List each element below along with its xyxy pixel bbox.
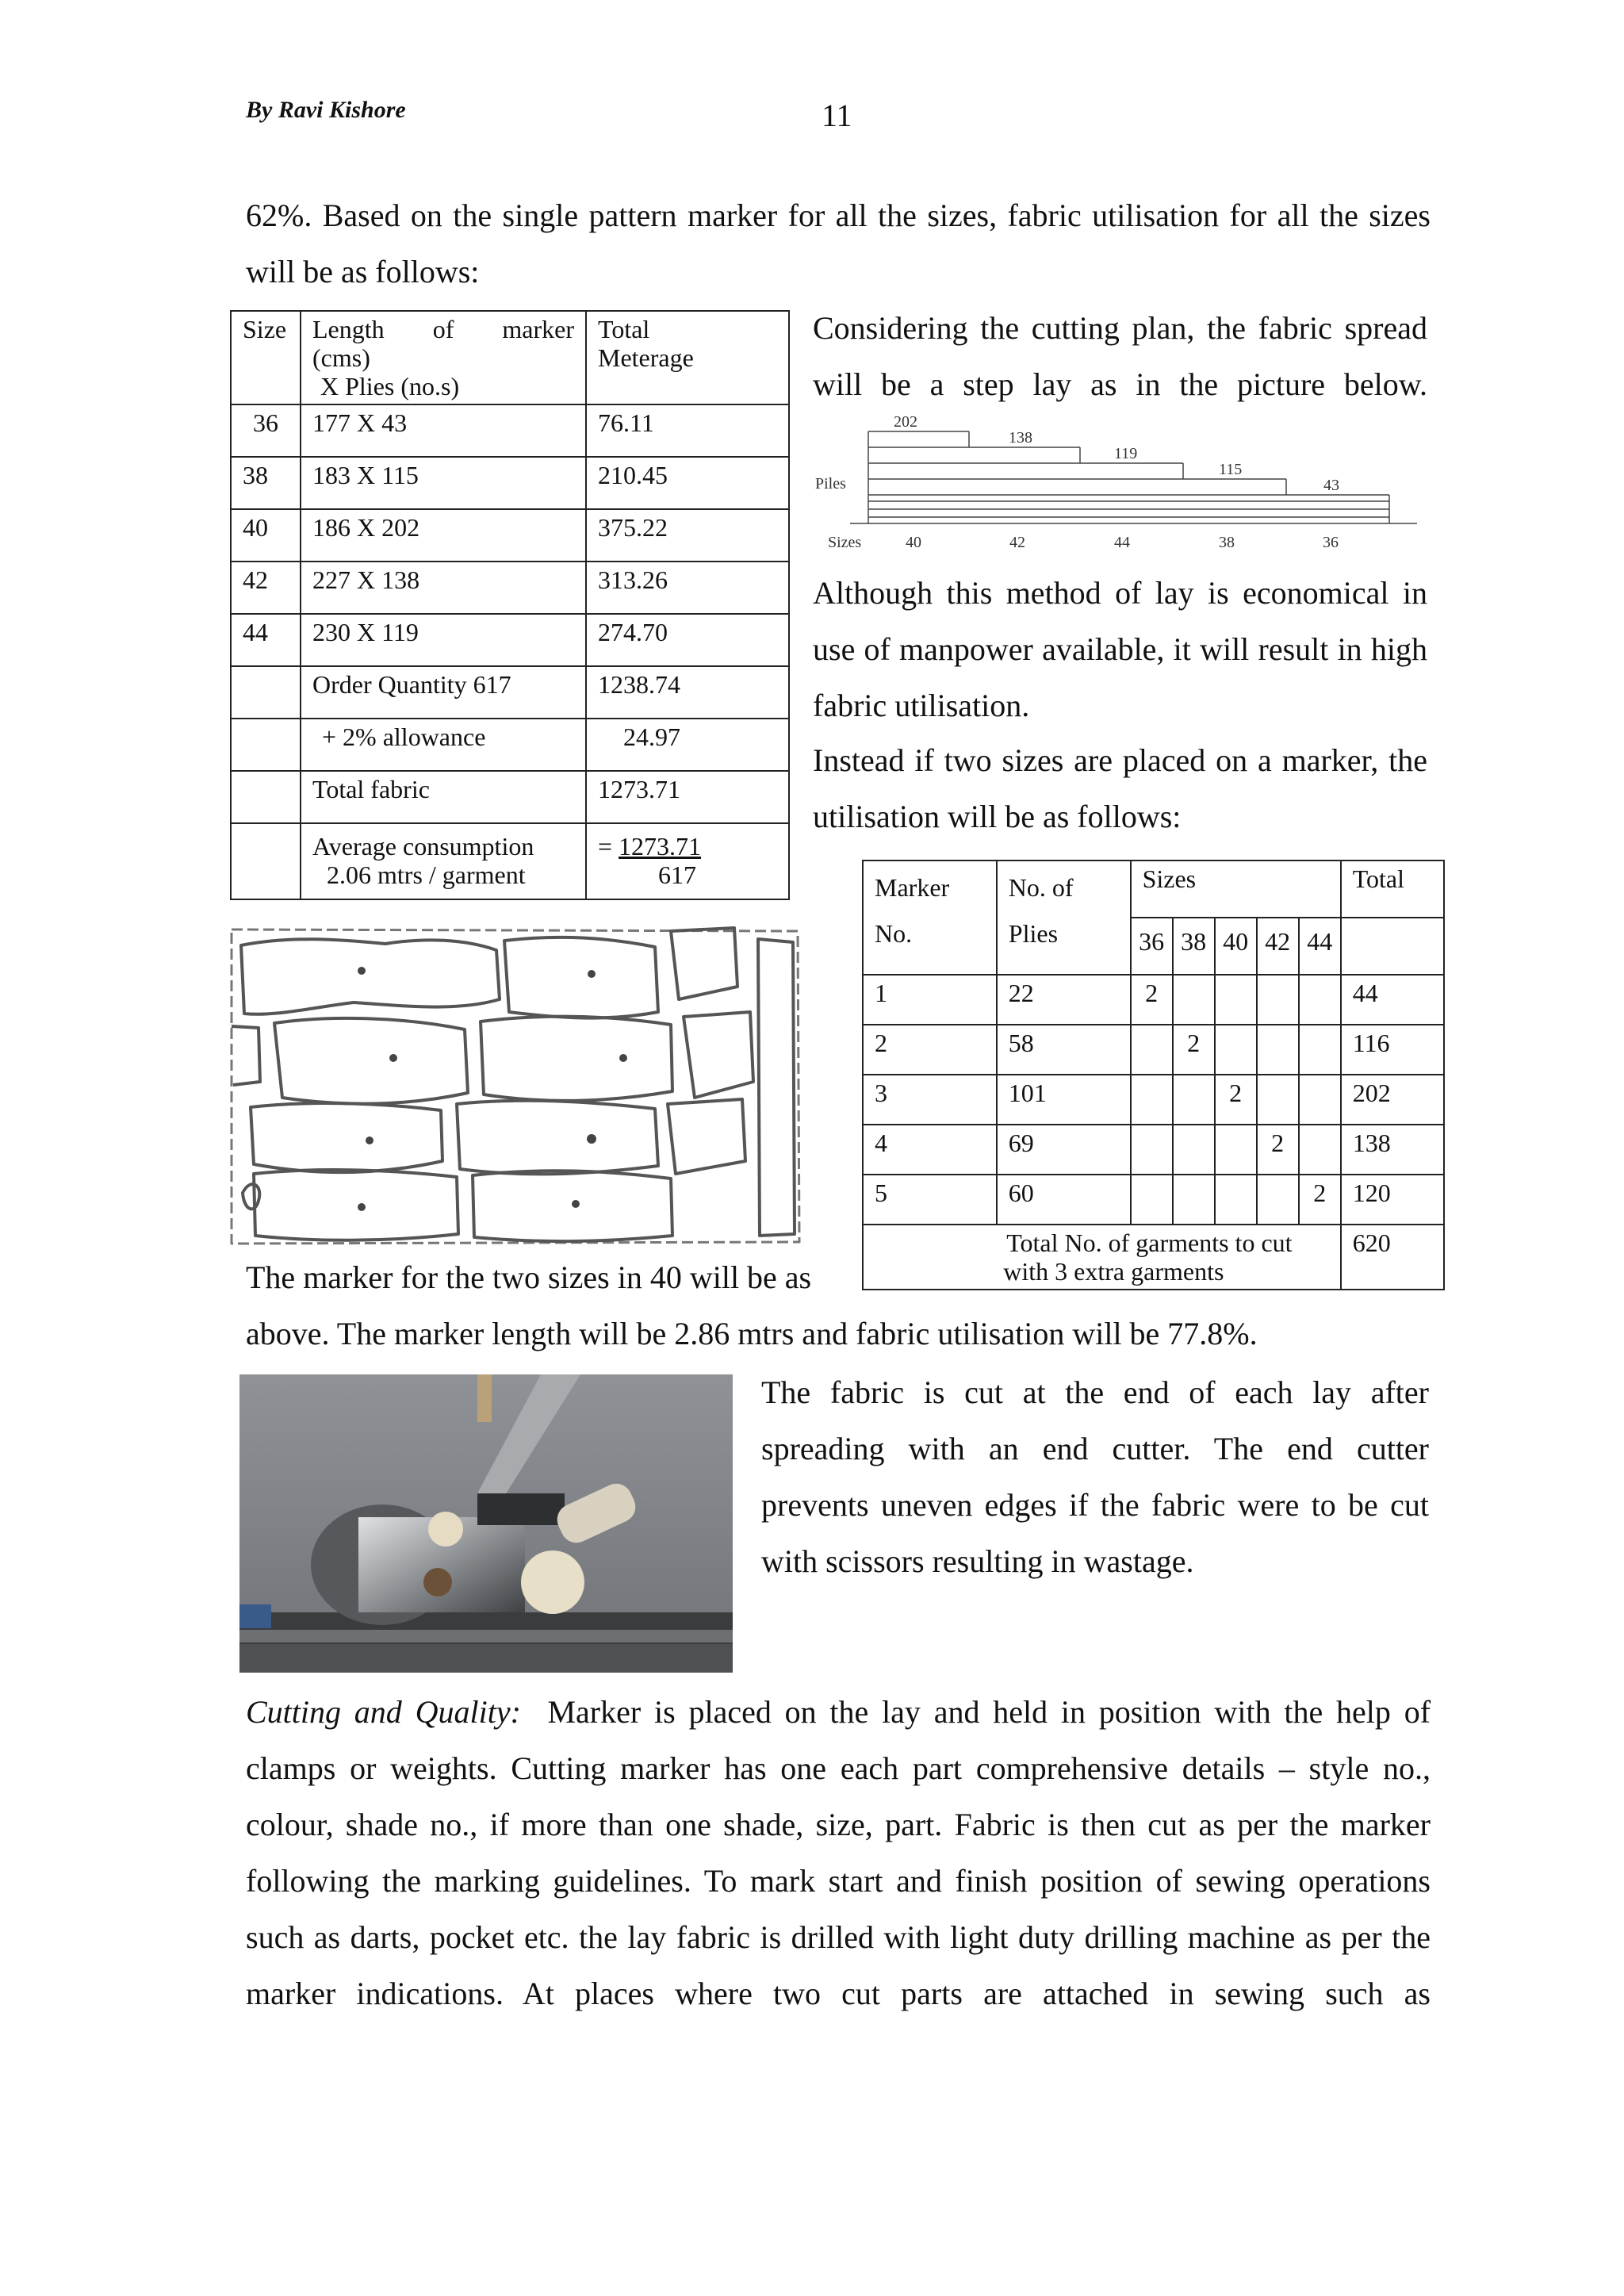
pattern-piece [684, 1012, 753, 1098]
table-row [863, 1025, 1444, 1075]
header-length-line2: (cms) [312, 343, 370, 372]
size-cell [1131, 1175, 1173, 1225]
step-size-label: 40 [906, 534, 921, 551]
average-numerator: 1273.71 [619, 832, 702, 861]
allowance-row [231, 719, 789, 771]
pattern-pieces [232, 928, 799, 1244]
end-cutter-paragraph [761, 1364, 1429, 1589]
step-plies-label: 119 [1114, 445, 1138, 462]
allowance-value: 24.97 [586, 719, 789, 771]
size-cell [1131, 1125, 1173, 1175]
marker-cell: 5 [863, 1175, 997, 1225]
table-row [231, 404, 789, 457]
size-cell: 2 [1173, 1025, 1215, 1075]
header-marker-line1: Marker [875, 873, 950, 902]
header-plies-line2: Plies [1008, 919, 1059, 948]
header-length-line3: X Plies (no.s) [320, 372, 460, 401]
author-name: By Ravi Kishore [246, 97, 406, 123]
empty-cell [231, 823, 301, 899]
marker-caption-line-1: The marker for the two sizes in 40 will be as [246, 1259, 812, 1295]
table-row [231, 457, 789, 509]
empty-cell [231, 666, 301, 719]
step-size-label: 38 [1219, 534, 1235, 551]
marker-cell: 1 [863, 975, 997, 1025]
total-fabric-row [231, 771, 789, 823]
size-col-36: 36 [1131, 918, 1173, 975]
drill-mark [358, 967, 366, 975]
meterage-cell: 313.26 [586, 562, 789, 614]
average-value-line1 [598, 832, 777, 861]
garments-total-line1: Total No. of garments to cut [1006, 1228, 1293, 1257]
order-quantity-row [231, 666, 789, 719]
size-cell [1257, 1025, 1299, 1075]
size-cell [1215, 1125, 1257, 1175]
cutting-quality-paragraph [246, 1684, 1431, 2022]
marker-caption [246, 1249, 1431, 1362]
total-cell: 120 [1341, 1175, 1444, 1225]
table-row [863, 1075, 1444, 1125]
plies-cell: 22 [997, 975, 1131, 1025]
marker-cell: 3 [863, 1075, 997, 1125]
step-plies-label: 115 [1219, 461, 1243, 478]
step-lay-diagram [810, 409, 1421, 558]
size-cell [1299, 1025, 1341, 1075]
drill-mark [619, 1054, 627, 1062]
empty-cell [1341, 918, 1444, 975]
step-size-label: 44 [1114, 534, 1130, 551]
allowance-label: + 2% allowance [301, 719, 586, 771]
size-cell: 2 [1299, 1175, 1341, 1225]
size-cell [1299, 975, 1341, 1025]
size-cell: 40 [231, 509, 301, 562]
plies-cell: 58 [997, 1025, 1131, 1075]
length-cell: 186 X 202 [301, 509, 586, 562]
table-row [863, 975, 1444, 1025]
header-total: Total [1341, 861, 1444, 918]
size-cell [1173, 1125, 1215, 1175]
size-cell: 2 [1215, 1075, 1257, 1125]
size-cell [1257, 1175, 1299, 1225]
step-lay-text: Although this method of lay is economical in use of manpower available, it will result in high fabric utilisation. [813, 575, 1427, 723]
cutter-bolt [423, 1568, 452, 1596]
average-row [231, 823, 789, 899]
size-col-38: 38 [1173, 918, 1215, 975]
cutting-plan-paragraph [813, 300, 1427, 412]
drill-mark [366, 1137, 373, 1144]
size-cell [1215, 975, 1257, 1025]
header-length-text: Length of marker [312, 315, 574, 343]
length-cell: 227 X 138 [301, 562, 586, 614]
intro-line-2: will be as follows: [246, 254, 480, 289]
intro-paragraph [246, 187, 1431, 300]
step-plies-label: 43 [1323, 477, 1339, 494]
table-row [863, 1125, 1444, 1175]
blue-clamp [239, 1604, 271, 1628]
marker-plan-table [862, 860, 1445, 1290]
size-col-44: 44 [1299, 918, 1341, 975]
total-cell: 116 [1341, 1025, 1444, 1075]
rail-edge [239, 1630, 733, 1642]
size-cell [1257, 975, 1299, 1025]
marker-cell: 2 [863, 1025, 997, 1075]
table-row [231, 562, 789, 614]
drill-mark [358, 1203, 366, 1211]
size-cell [1131, 1025, 1173, 1075]
size-cell [1299, 1075, 1341, 1125]
pattern-piece [254, 1170, 458, 1240]
pattern-piece [232, 1026, 260, 1085]
size-cell [1173, 1175, 1215, 1225]
average-denominator: 617 [658, 861, 696, 889]
header-sizes: Sizes [1131, 861, 1341, 918]
empty-cell [231, 771, 301, 823]
empty-cell [231, 719, 301, 771]
cutting-plan-line-1: Considering the cutting plan, the fabric spread [813, 310, 1427, 346]
page-number: 11 [822, 98, 852, 133]
size-cell [1215, 1025, 1257, 1075]
plies-cell: 101 [997, 1075, 1131, 1125]
pattern-piece [481, 1017, 672, 1101]
size-cell: 38 [231, 457, 301, 509]
drill-mark [587, 1134, 596, 1144]
pattern-piece [457, 1101, 658, 1175]
cutting-plan-line-2: will be a step lay as in the picture below. [813, 366, 1427, 402]
table2-header-row [863, 861, 1444, 918]
intro-line-1: 62%. Based on the single pattern marker for all the sizes, fabric utilisation for all the sizes [246, 197, 1431, 233]
marker-caption-line-2: above. The marker length will be 2.86 mtrs and fabric utilisation will be 77.8%. [246, 1316, 1258, 1351]
size-cell: 42 [231, 562, 301, 614]
plies-cell: 69 [997, 1125, 1131, 1175]
pattern-piece [274, 1018, 468, 1104]
drill-mark [389, 1054, 397, 1062]
pattern-piece [504, 937, 658, 1018]
meterage-cell: 210.45 [586, 457, 789, 509]
step-size-label: 36 [1323, 534, 1339, 551]
cutting-quality-heading: Cutting and Quality: [246, 1694, 521, 1730]
size-col-40: 40 [1215, 918, 1257, 975]
order-quantity-value: 1238.74 [586, 666, 789, 719]
header-meterage [586, 311, 789, 404]
marker-cell: 4 [863, 1125, 997, 1175]
pattern-piece [671, 928, 737, 999]
total-fabric-label: Total fabric [301, 771, 586, 823]
total-cell: 202 [1341, 1075, 1444, 1125]
drill-mark [588, 970, 596, 978]
size-col-42: 42 [1257, 918, 1299, 975]
header-length [301, 311, 586, 404]
length-cell: 230 X 119 [301, 614, 586, 666]
length-cell: 183 X 115 [301, 457, 586, 509]
end-cutter-text: The fabric is cut at the end of each lay after spreading with an end cutter. The end cutter prevents uneven edges if the fabric were to be cut with scissors resulting in wastage. [761, 1374, 1429, 1579]
end-cutter-photo [239, 1374, 733, 1673]
pattern-piece [241, 939, 500, 1014]
size-cell [1131, 1075, 1173, 1125]
header-marker-line2: No. [875, 919, 913, 948]
piles-axis-label: Piles [815, 475, 846, 493]
pattern-piece [243, 1184, 259, 1209]
measuring-rule [477, 1374, 492, 1422]
length-cell: 177 X 43 [301, 404, 586, 457]
fabric-meterage-table [230, 310, 790, 900]
header-plies-line1: No. of [1008, 873, 1074, 902]
step-size-label: 42 [1009, 534, 1025, 551]
cutting-quality-body: Marker is placed on the lay and held in position with the help of clamps or weights. Cutting marker has one each part comprehensive details – style no., colour, shade no., if more than one shade, size, part. Fabric is then cut as per the marker following the marking guidelines. To mark start and finish position of sewing operations such as darts, pocket etc. the lay fabric is drilled with light duty drilling machine as per the marker indications. At places where two cut parts are attached in sewing such as [246, 1694, 1431, 2011]
step-lay-labels [815, 413, 1339, 551]
drill-mark [572, 1200, 580, 1208]
sizes-axis-label: Sizes [828, 534, 862, 551]
order-quantity-label: Order Quantity 617 [301, 666, 586, 719]
table-row [231, 509, 789, 562]
garments-total-value: 620 [1341, 1225, 1444, 1290]
header-marker [863, 861, 997, 975]
cutter-knob [428, 1512, 463, 1547]
cutter-wheel [521, 1550, 584, 1614]
marker-border [232, 930, 799, 1244]
pattern-piece [668, 1099, 745, 1174]
average-prefix: = [598, 832, 619, 861]
header-plies [997, 861, 1131, 975]
header-size: Size [231, 311, 301, 404]
cutting-quality-text [246, 1684, 1431, 2022]
step-lay-paragraph [813, 565, 1427, 845]
table-header-row [231, 311, 789, 404]
size-cell: 2 [1257, 1125, 1299, 1175]
size-cell: 2 [1131, 975, 1173, 1025]
meterage-cell: 76.11 [586, 404, 789, 457]
pattern-piece [251, 1103, 442, 1172]
header-meterage-line2: Meterage [598, 343, 694, 372]
total-cell: 44 [1341, 975, 1444, 1025]
pattern-piece [758, 939, 795, 1236]
header-meterage-line1: Total [598, 315, 650, 343]
size-cell [1173, 1075, 1215, 1125]
table-row [231, 614, 789, 666]
table-row [863, 1175, 1444, 1225]
average-label-line1: Average consumption [312, 832, 534, 861]
size-cell [1173, 975, 1215, 1025]
size-cell [1257, 1075, 1299, 1125]
step-plies-label: 138 [1009, 429, 1032, 447]
two-sizes-text: Instead if two sizes are placed on a marker, the utilisation will be as follows: [813, 742, 1427, 834]
cutter-motor [477, 1493, 565, 1525]
average-label [301, 823, 586, 899]
total-cell: 138 [1341, 1125, 1444, 1175]
plies-cell: 60 [997, 1175, 1131, 1225]
header-length-line1 [312, 315, 574, 343]
meterage-cell: 274.70 [586, 614, 789, 666]
total-fabric-value: 1273.71 [586, 771, 789, 823]
marker-pattern-drawing [227, 923, 806, 1250]
average-label-line2: 2.06 mtrs / garment [327, 861, 526, 889]
size-cell: 36 [231, 404, 301, 457]
table-surface [239, 1644, 733, 1673]
step-plies-label: 202 [894, 413, 917, 431]
size-cell [1299, 1125, 1341, 1175]
meterage-cell: 375.22 [586, 509, 789, 562]
size-cell [1215, 1175, 1257, 1225]
garments-total-line2: with 3 extra garments [1003, 1257, 1224, 1286]
size-cell: 44 [231, 614, 301, 666]
average-value [586, 823, 789, 899]
